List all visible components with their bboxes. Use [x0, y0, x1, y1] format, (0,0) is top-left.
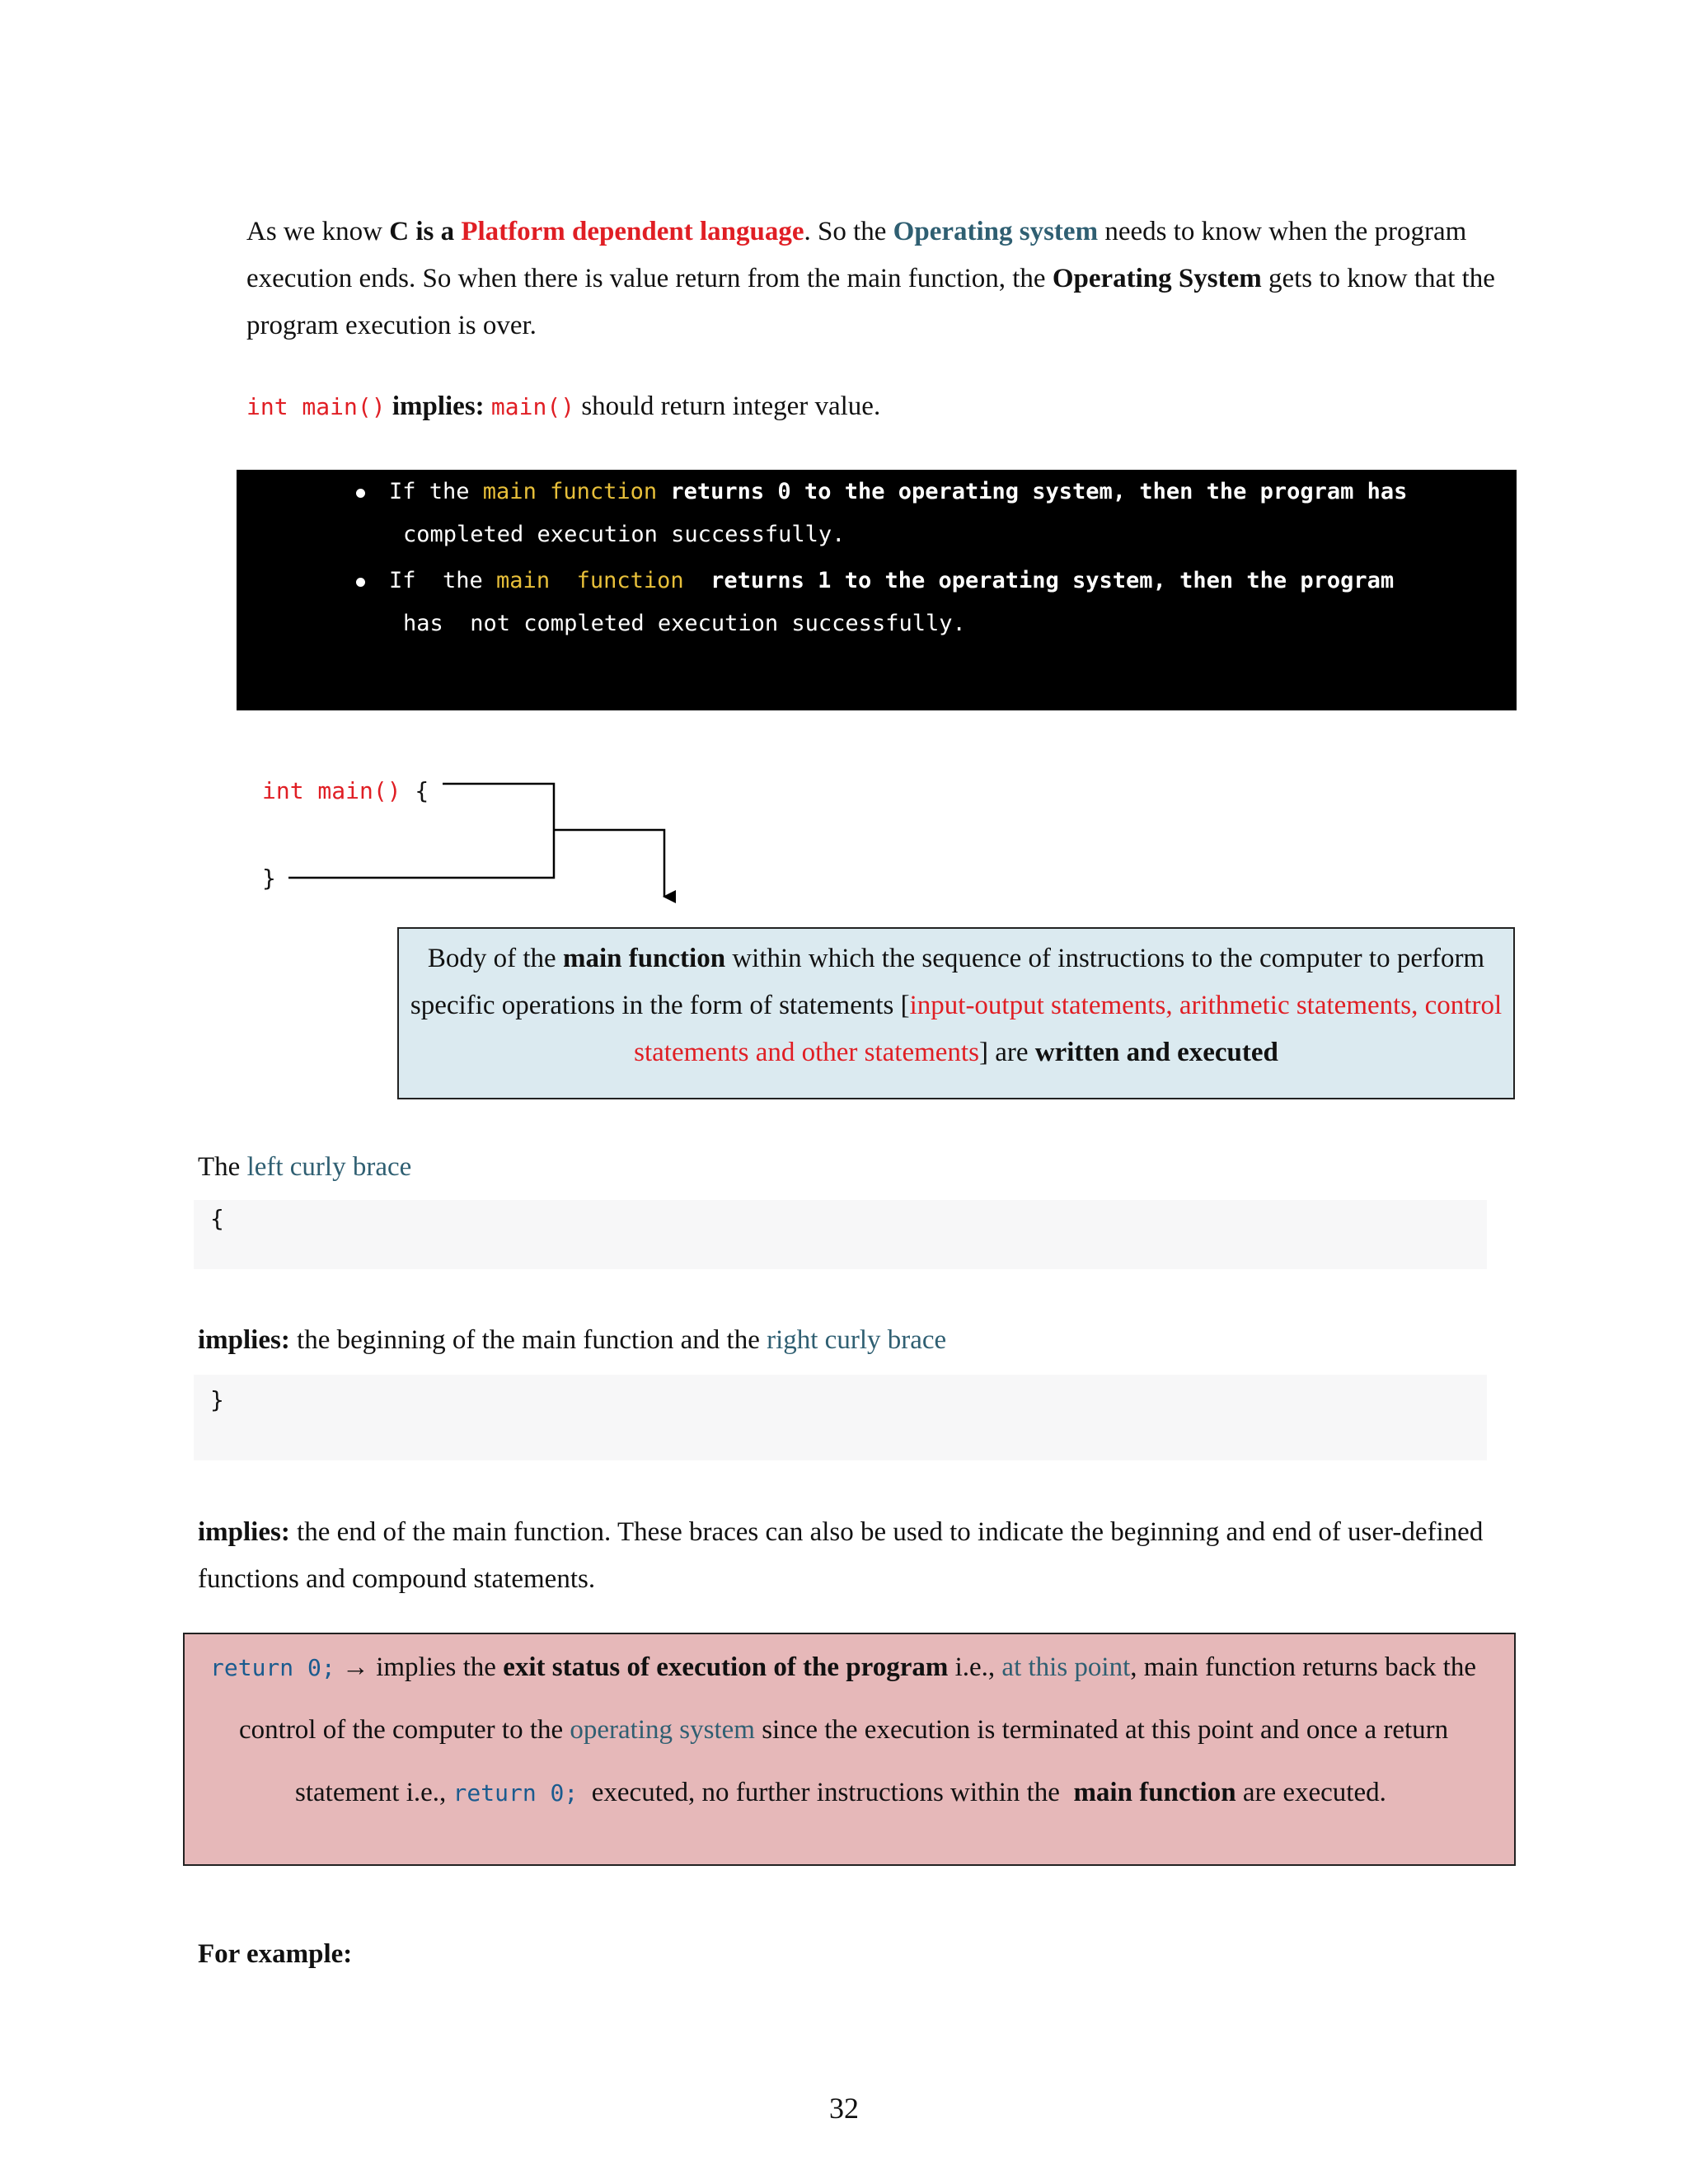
return-statement-box [183, 1633, 1516, 1866]
page-number: 32 [829, 2092, 859, 2125]
bullet-line-1: If the main function returns 0 to the operating system, then the program has [389, 479, 1408, 504]
pink-line-1: return 0; → implies the exit status of execution of the program i.e., at this point, main function returns back the [210, 1652, 1476, 1682]
bold-text: Operating System [1052, 264, 1262, 293]
implies-end-paragraph: implies: the end of the main function. These braces can also be used to indicate the beginning and end of user-defined functions and compound statements. [198, 1517, 1484, 1594]
text: needs to know when the program execution ends. So when there is value return from the main function, the [246, 217, 1467, 293]
code-text: { [210, 1205, 224, 1232]
bold-text: C is a [389, 217, 462, 246]
platform-dependent-highlight: Platform dependent language [461, 217, 804, 246]
bullet-line-2: If the main function returns 1 to the operating system, then the program [389, 568, 1395, 593]
left-curly-brace-term: left curly brace [246, 1152, 412, 1182]
bullet-line-1-cont: completed execution successfully. [403, 522, 846, 547]
pink-line-3: statement i.e., return 0; executed, no further instructions within the main function are executed. [295, 1778, 1386, 1807]
code-return-0: return 0; [452, 1779, 579, 1807]
statement-types-highlight: input-output statements, arithmetic statements, control statements and other statements [634, 991, 1503, 1067]
text: . So the [804, 217, 893, 246]
code-main: main() [490, 393, 575, 420]
code-text: } [210, 1386, 224, 1413]
code-int-main: int main() [246, 393, 386, 420]
text: As we know [246, 217, 390, 246]
for-example-heading: For example: [198, 1939, 353, 1969]
written-executed-bold: written and executed [1034, 1038, 1278, 1067]
pink-line-2: control of the computer to the operating system since the execution is terminated at this point and once a return [239, 1715, 1449, 1745]
code-block-right-brace [194, 1375, 1487, 1460]
text: gets to know that the program execution is over. [246, 264, 1495, 340]
code-int-main: int main() [262, 777, 401, 804]
text: should return integer value. [574, 391, 881, 421]
right-curly-brace-term: right curly brace [767, 1325, 947, 1355]
operating-system-highlight: Operating system [893, 217, 1099, 246]
main-function-body-box: Body of the main function within which the sequence of instructions to the computer to perform specific operations in the form of statements [input-output statements, arithmetic statements, control statements and other statements] are written and executed [397, 927, 1515, 1099]
code-block-left-brace [194, 1200, 1487, 1269]
bracket-arrow-diagram [0, 0, 1688, 931]
open-brace: { [401, 777, 429, 804]
bullet-line-2-cont: has not completed execution successfully. [403, 611, 966, 636]
main-function-highlight: main function [496, 568, 684, 593]
main-function-highlight: main function [482, 479, 658, 504]
code-return-0: return 0; [210, 1654, 335, 1681]
diagram-close-brace: } [262, 865, 276, 892]
implies-beginning-line: implies: the beginning of the main function and the right curly brace [198, 1325, 947, 1355]
left-curly-brace-line: The left curly brace [198, 1152, 412, 1182]
main-function-bold: main function [562, 944, 726, 973]
implies-label: implies: [385, 391, 485, 421]
